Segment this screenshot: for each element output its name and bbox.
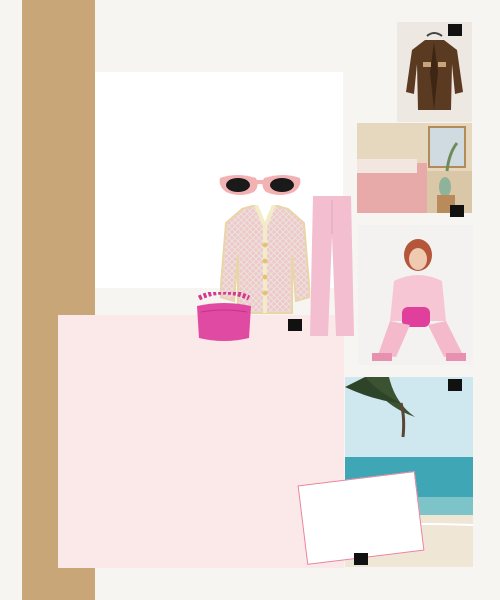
woman-photo [358,225,473,365]
page-badge-promo [354,553,368,565]
promo-teaser [298,471,425,565]
page-badge-beach [448,379,462,391]
jacket-photo [397,22,472,122]
sunglasses-photo [216,172,304,198]
trousers-photo [310,196,354,336]
page-badge-bedroom [450,205,464,217]
promo-quote [307,495,410,508]
page-badge-jacket [448,24,462,36]
page-badge-bag [288,319,302,331]
pink-bag-photo [193,292,255,344]
toc-panel-bottom [58,315,344,568]
bedroom-photo [357,123,472,213]
